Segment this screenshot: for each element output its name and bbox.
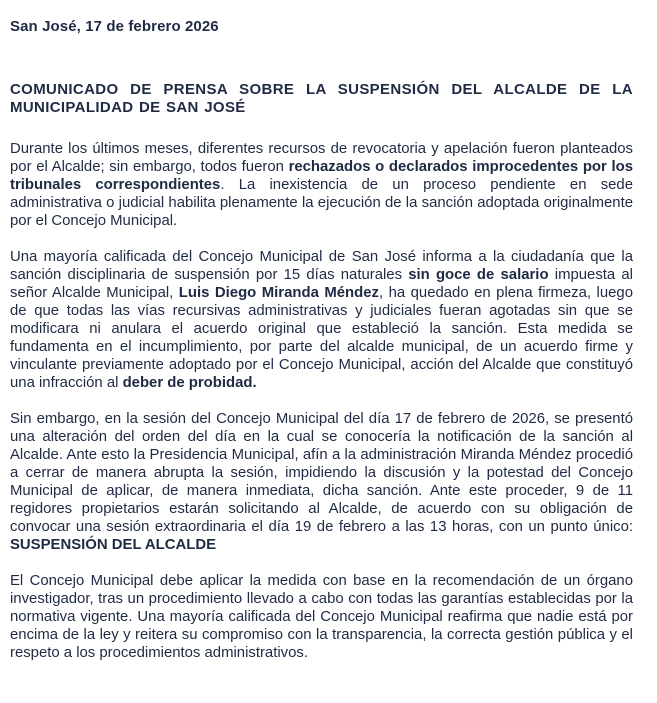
paragraph-4: El Concejo Municipal debe aplicar la medida con base en la recomendación de un órgano investigador, tras un procedimiento llevado a cabo con todas las garantías establecidas por la normativa vigente. Una mayoría calificada del Concejo Municipal reafirma que nadie está por encima de la ley y reitera su compromiso con la transparencia, la correcta gestión pública y el respeto a los procedimientos administrativos. bbox=[10, 573, 633, 661]
paragraph-1 bbox=[10, 140, 633, 230]
paragraph-3-text-a: Sin embargo, en la sesión del Concejo Municipal del día 17 de febrero de 2026, se presentó una alteración del orden del día en la cual se conocería la notificación de la sanción al Alcalde. Ante esto la Presidencia Municipal, afín a la administración Miranda Méndez procedió a cerrar de manera abrupta la sesión, impidiendo la discusión y la potestad del Concejo Municipal de aplicar, de manera inmediata, dicha sanción. Ante este proceder, 9 de 11 regidores propietarios estarán solicitando al Alcalde, de acuerdo con su obligación de convocar una sesión extraordinaria el día 19 de febrero a las 13 horas, con un punto único: bbox=[10, 411, 633, 535]
document-date: San José, 17 de febrero 2026 bbox=[10, 18, 219, 35]
paragraph-3-bold-suspension: SUSPENSIÓN DEL ALCALDE bbox=[10, 537, 217, 553]
paragraph-1-text-a: Durante los últimos meses, diferentes recursos de revocatoria y apelación fueron planteados por el Alcalde; sin embargo, todos fueron bbox=[10, 141, 633, 175]
paragraph-1-bold-rejected: rechazados o declarados improcedentes por los tribunales correspondientes bbox=[10, 159, 633, 193]
paragraph-2-bold-probity: deber de probidad. bbox=[122, 375, 257, 391]
paragraph-2-bold-name: Luis Diego Miranda Méndez bbox=[178, 285, 379, 301]
paragraph-2-bold-salary: sin goce de salario bbox=[408, 267, 549, 283]
paragraph-2-text-e: , ha quedado en plena firmeza, luego de que todas las vías recursivas administrativas y judiciales fueran agotadas sin que se modificara ni anulara el acuerdo original que estableció la sanción. Esta medida se fundamenta en el incumplimiento, por parte del alcalde municipal, de un acuerdo firme y vinculante previamente adoptado por el Concejo Municipal, acción del Alcalde que constituyó una infracción al bbox=[10, 285, 633, 391]
paragraph-2-text-a: Una mayoría calificada del Concejo Municipal de San José informa a la ciudadanía que la sanción disciplinaria de suspensión por 15 días naturales bbox=[10, 249, 633, 283]
paragraph-2-text-c: impuesta al señor Alcalde Municipal, bbox=[10, 267, 633, 301]
paragraph-2 bbox=[10, 248, 633, 392]
document-title: COMUNICADO DE PRENSA SOBRE LA SUSPENSIÓN DEL ALCALDE DE LA MUNICIPALIDAD DE SAN JOSÉ bbox=[10, 81, 633, 116]
press-release-document bbox=[10, 17, 633, 680]
paragraph-1-text-c: . La inexistencia de un proceso pendiente en sede administrativa o judicial habilita plenamente la ejecución de la sanción adoptada originalmente por el Concejo Municipal. bbox=[10, 177, 633, 229]
paragraph-3 bbox=[10, 410, 633, 554]
